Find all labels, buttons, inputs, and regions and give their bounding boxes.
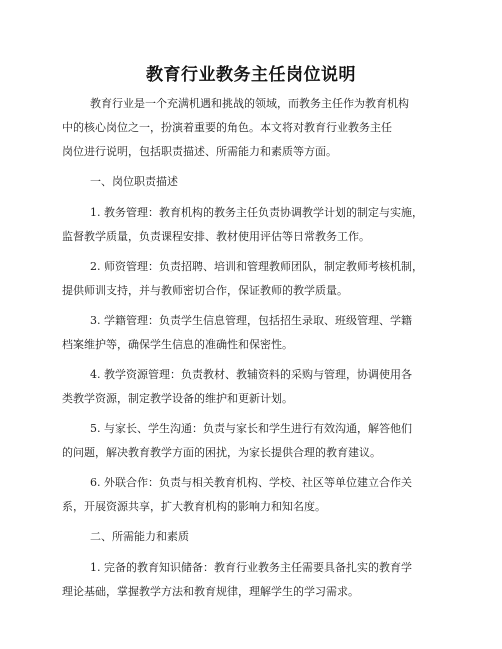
duty-item-line: 的问题，解决教育教学方面的困扰，为家长提供合理的教育建议。 [62,446,381,459]
ability-item-line: 理论基础，掌握教学方法和教育规律，理解学生的学习需求。 [62,585,359,598]
duty-item-line: 5. 与家长、学生沟通：负责与家长和学生进行有效沟通，解答他们 [90,422,412,435]
duty-item-line: 2. 师资管理：负责招聘、培训和管理教师团队，制定教师考核机制， [90,260,423,273]
duty-item-line: 类教学资源，制定教学设备的维护和更新计划。 [62,392,293,405]
intro-line: 中的核心岗位之一，扮演着重要的角色。本文将对教育行业教务主任 [62,121,392,134]
document-title: 教育行业教务主任岗位说明 [146,65,356,85]
duty-item-line: 4. 教学资源管理：负责教材、教辅资料的采购与管理，协调使用各 [90,368,412,381]
duty-item-line: 档案维护等，确保学生信息的准确性和保密性。 [62,338,293,351]
duty-item-line: 系，开展资源共享，扩大教育机构的影响力和知名度。 [62,500,326,513]
intro-line: 教育行业是一个充满机遇和挑战的领域，而教务主任作为教育机构 [90,97,409,110]
ability-item-line: 1. 完备的教育知识储备：教育行业教务主任需要具备扎实的教育学 [90,561,412,574]
duty-item-line: 提供师训支持，并与教师密切合作，保证教师的教学质量。 [62,284,348,297]
duty-item-line: 监督教学质量，负责课程安排、教材使用评估等日常教务工作。 [62,230,370,243]
intro-line: 岗位进行说明，包括职责描述、所需能力和素质等方面。 [62,145,337,158]
duty-item-line: 3. 学籍管理：负责学生信息管理，包括招生录取、班级管理、学籍 [90,314,412,327]
section-heading-duties: 一、岗位职责描述 [90,175,178,188]
section-heading-abilities: 二、所需能力和素质 [90,530,189,543]
duty-item-line: 6. 外联合作：负责与相关教育机构、学校、社区等单位建立合作关 [90,476,412,489]
duty-item-line: 1. 教务管理：教育机构的教务主任负责协调教学计划的制定与实施， [90,206,423,219]
